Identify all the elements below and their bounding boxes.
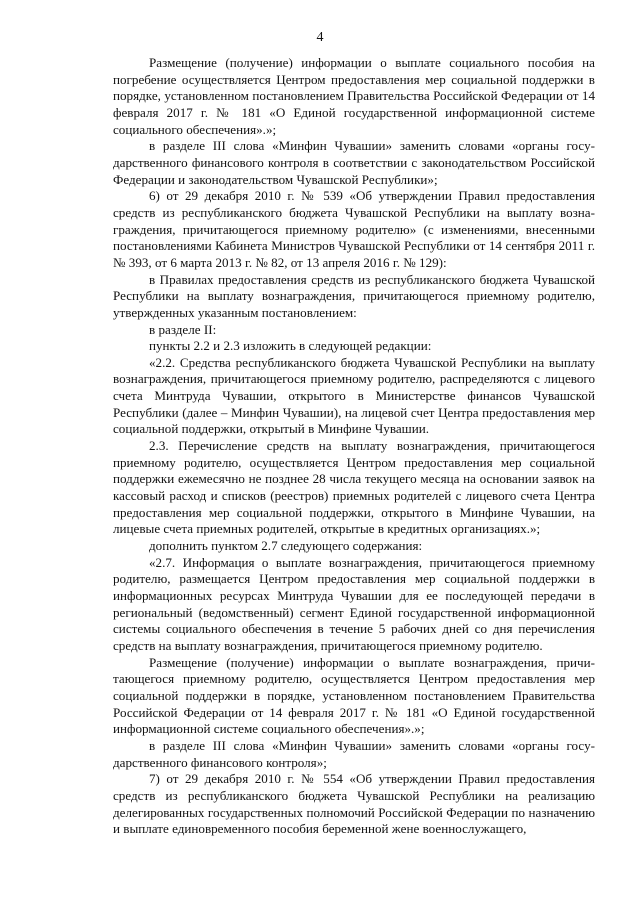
paragraph: 6) от 29 декабря 2010 г. № 539 «Об утверждении Правил предоставления средств из республиканского бюджета Чувашской Республики на выплату вознаграждения, причитающегося приемному родителю» (с изменениями, внесенными постановлениями Кабинета Министров Чувашской Республики от 14 сентября 2011 г. № 393, от 6 марта 2013 г. № 82, от 13 апреля 2016 г. № 129): [113, 188, 595, 270]
paragraph: Размещение (получение) информации о выплате вознаграждения, причитающегося приемному родителю, осуществляется Центром предоставления мер социальной поддержки в порядке, установленном постановлением Правительства Российской Федерации от 14 февраля 2017 г. № 181 «О Единой государственной информационной системе социального обеспечения».»; [113, 654, 595, 737]
paragraph: Размещение (получение) информации о выплате социального пособия на погребение осуществляется Центром предоставления мер социальной поддержки в порядке, установленном постановлением Правительства Российской Федерации от 14 февраля 2017 г. № 181 «О Единой государственной информационной системе социального обеспечения».»; [113, 55, 595, 137]
paragraph: «2.7. Информация о выплате вознаграждения, причитающегося приемному родителю, размещается Центром предоставления мер социальной поддержки в информационных ресурсах Минтруда Чувашии для ее последующей передачи в региональный (ведомственный) сегмент Единой государственной информационной системы социального обеспечения в течение 5 рабочих дней со дня перечисления средств на выплату вознаграждения, причитающегося приемному родителю. [113, 554, 595, 653]
paragraph: пункты 2.2 и 2.3 изложить в следующей редакции: [149, 338, 432, 354]
paragraph: «2.2. Средства республиканского бюджета Чувашской Республики на выплату вознаграждения, причитающегося приемному родителю, распределяются с лицевого счета Минтруда Чувашии, открытого в Министерстве финансов Чувашской Республики (далее – Минфин Чувашии), на лицевой счет Центра предоставления мер социальной поддержки, открытый в Минфине Чувашии. [113, 354, 595, 437]
paragraph: в Правилах предоставления средств из республиканского бюджета Чувашской Республики на выплату вознаграждения, причитающегося приемному родителю, утвержденных указанным постановлением: [113, 271, 595, 320]
paragraph: в разделе II: [149, 321, 217, 337]
paragraph: 2.3. Перечисление средств на выплату вознаграждения, причитающегося приемному родителю, осуществляется Центром предоставления мер социальной поддержки ежемесячно не позднее 28 числа текущего месяца на основании заявок на кассовый расход и списков (реестров) приемных родителей с лицевого счета Центра предоставления мер социальной поддержки, открытого в Минфине Чувашии, на лицевые счета приемных родителей, открытые в кредитных организациях.»; [113, 438, 595, 537]
paragraph: в разделе III слова «Минфин Чувашии» заменить словами «органы государственного финансового контроля»; [113, 737, 595, 770]
page-number: 4 [316, 30, 324, 45]
document-body [113, 55, 595, 838]
paragraph: 7) от 29 декабря 2010 г. № 554 «Об утверждении Правил предоставления средств из республиканского бюджета Чувашской Республики на реализацию делегированных государственных полномочий Российской Федерации по назначению и выплате единовременного пособия беременной жене военнослужащего, [113, 771, 595, 837]
paragraph: дополнить пунктом 2.7 следующего содержания: [149, 538, 423, 554]
paragraph: в разделе III слова «Минфин Чувашии» заменить словами «органы государственного финансового контроля в соответствии с законодательством Российской Федерации и законодательством Чувашской Республики»; [113, 138, 595, 187]
